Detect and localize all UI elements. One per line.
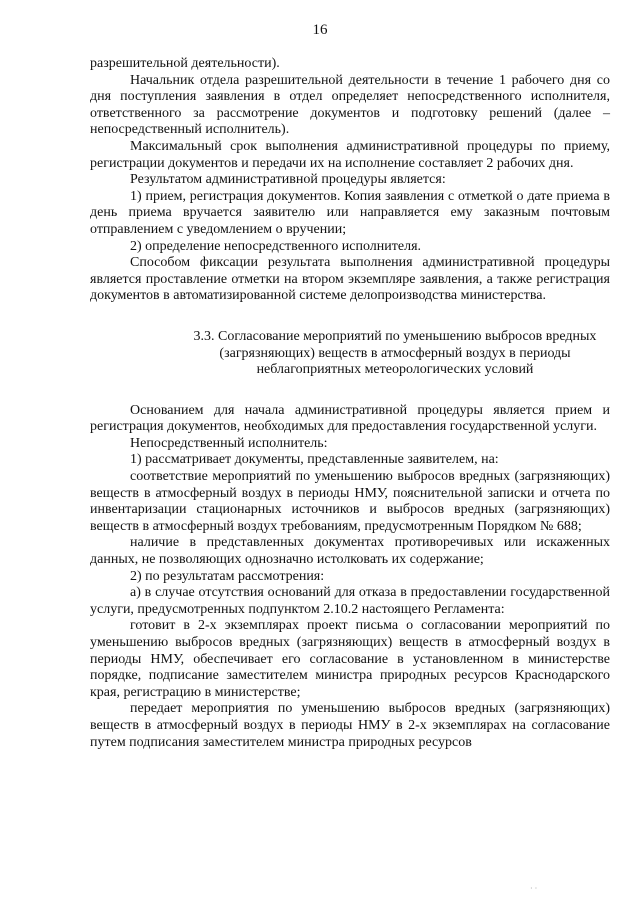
paragraph: наличие в представленных документах противоречивых или искаженных данных, не позволяющих однозначно истолковать их содержание;: [90, 535, 610, 568]
paragraph: соответствие мероприятий по уменьшению выбросов вредных (загрязняющих) веществ в атмосферный воздух в периоды НМУ, пояснительной записки и отчета по инвентаризации стационарных источников и выбросов вредных (загрязняющих) веществ в атмосферный воздух требованиям, предусмотренным Порядком № 688;: [90, 469, 610, 534]
paragraph: 1) прием, регистрация документов. Копия заявления с отметкой о дате приема в день приема вручается заявителю или направляется ему заказным почтовым отправлением с уведомлением о вручении;: [90, 188, 610, 237]
paragraph: разрешительной деятельности).: [90, 56, 280, 71]
paragraph: готовит в 2-х экземплярах проект письма о согласовании мероприятий по уменьшению выбросов вредных (загрязняющих) веществ в атмосферный воздух в периоды НМУ, обеспечивает его согласование в установленном в министерстве порядке, подписание заместителем министра природных ресурсов Краснодарского края, регистрацию в министерстве;: [90, 618, 610, 700]
paragraph: а) в случае отсутствия оснований для отказа в предоставлении государственной услуги, предусмотренных подпунктом 2.10.2 настоящего Регламента:: [90, 585, 610, 617]
paragraph: 1) рассматривает документы, представленные заявителем, на:: [130, 452, 499, 468]
paragraph: 2) определение непосредственного исполнителя.: [130, 238, 422, 254]
paragraph: Непосредственный исполнитель:: [130, 435, 328, 451]
paragraph: Начальник отдела разрешительной деятельности в течение 1 рабочего дня со дня поступления заявления в отдел определяет непосредственного исполнителя, ответственного за рассмотрение документов и подготовку решений (далее – непосредственный исполнитель).: [90, 72, 610, 138]
paragraph: Результатом административной процедуры является:: [130, 172, 446, 188]
paragraph: Способом фиксации результата выполнения административной процедуры является проставление отметки на втором экземпляре заявления, а также регистрация документов в автоматизированной системе делопроизводства министерства.: [90, 255, 610, 304]
section-heading: 3.3. Согласование мероприятий по уменьшению выбросов вредных (загрязняющих) веществ в атмосферный воздух в периоды неблагоприятных метеорологических условий: [193, 328, 597, 378]
page-body: [90, 56, 610, 751]
page-number: 16: [312, 22, 328, 38]
paragraph: 2) по результатам рассмотрения:: [130, 568, 325, 584]
paragraph: Максимальный срок выполнения административной процедуры по приему, регистрации документов и передачи их на исполнение составляет 2 рабочих дня.: [90, 138, 610, 171]
scan-mark: · ·: [530, 884, 538, 893]
paragraph: передает мероприятия по уменьшению выбросов вредных (загрязняющих) веществ в атмосферный воздух в периоды НМУ в 2-х экземплярах на согласование путем подписания заместителем министра природных ресурсов: [90, 701, 610, 750]
paragraph: Основанием для начала административной процедуры является прием и регистрация документов, необходимых для предоставления государственной услуги.: [90, 402, 610, 435]
